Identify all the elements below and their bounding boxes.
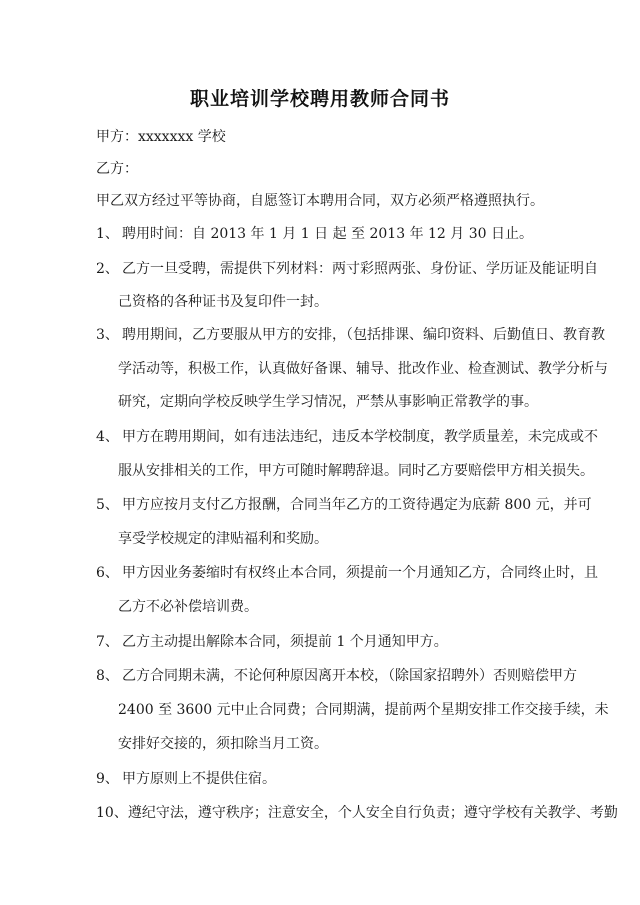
clause-5 [96, 494, 592, 514]
party-a-line: 甲方：xxxxxxx 学校 [96, 129, 226, 145]
clause-1 [96, 223, 533, 243]
clause-text: 乙方一旦受聘，需提供下列材料：两寸彩照两张、身份证、学历证及能证明自 [122, 261, 598, 277]
clause-number: 8、 [96, 668, 119, 684]
clause-10 [96, 802, 618, 822]
clause-text: 乙方合同期未满，不论何种原因离开本校，（除国家招聘外）否则赔偿甲方 [122, 668, 577, 684]
clause-number: 7、 [96, 634, 119, 650]
clause-7 [96, 631, 448, 651]
clause-8-continuation: 安排好交接的，须扣除当月工资。 [118, 736, 328, 752]
clause-number: 5、 [96, 497, 119, 513]
clause-text: 遵纪守法，遵守秩序；注意安全，个人安全自行负责；遵守学校有关教学、考勤 [127, 805, 618, 821]
clause-text: 甲方应按月支付乙方报酬，合同当年乙方的工资待遇定为底薪 800 元，并可 [122, 497, 592, 513]
clause-4 [96, 426, 598, 446]
clause-3-continuation: 研究，定期向学校反映学生学习情况，严禁从事影响正常教学的事。 [118, 394, 538, 410]
clause-6-continuation: 乙方不必补偿培训费。 [118, 599, 258, 615]
clause-3-continuation: 学活动等，积极工作，认真做好备课、辅导、批改作业、检查测试、教学分析与 [118, 361, 608, 377]
clause-number: 4、 [96, 429, 119, 445]
clause-number: 6、 [96, 565, 119, 581]
clause-text: 聘用时间：自 2013 年 1 月 1 日 起 至 2013 年 12 月 30 日止。 [122, 226, 534, 242]
clause-number: 2、 [96, 261, 119, 277]
clause-number: 9、 [96, 771, 119, 787]
clause-text: 乙方主动提出解除本合同，须提前 1 个月通知甲方。 [122, 634, 448, 650]
document-title: 职业培训学校聘用教师合同书 [189, 88, 450, 110]
clause-text: 甲方原则上不提供住宿。 [122, 771, 276, 787]
clause-text: 聘用期间，乙方要服从甲方的安排，（包括排课、编印资料、后勤值日、教育教 [122, 327, 605, 343]
clause-8 [96, 665, 577, 685]
clause-8-continuation: 2400 至 3600 元中止合同费；合同期满，提前两个星期安排工作交接手续，未 [118, 702, 609, 718]
clause-9 [96, 768, 276, 788]
clause-number: 10、 [96, 805, 128, 821]
clause-text: 甲方因业务萎缩时有权终止本合同，须提前一个月通知乙方，合同终止时，且 [122, 565, 598, 581]
clause-number: 1、 [96, 226, 119, 242]
clause-3 [96, 324, 605, 344]
clause-4-continuation: 服从安排相关的工作，甲方可随时解聘辞退。同时乙方要赔偿甲方相关损失。 [118, 463, 594, 479]
clause-2-continuation: 己资格的各种证书及复印件一封。 [118, 294, 328, 310]
clause-5-continuation: 享受学校规定的津贴福利和奖励。 [118, 531, 328, 547]
intro-paragraph: 甲乙双方经过平等协商，自愿签订本聘用合同，双方必须严格遵照执行。 [96, 193, 544, 209]
clause-6 [96, 562, 598, 582]
clause-text: 甲方在聘用期间，如有违法违纪，违反本学校制度，教学质量差，未完成或不 [122, 429, 598, 445]
clause-number: 3、 [96, 327, 119, 343]
clause-2 [96, 258, 598, 278]
party-b-line: 乙方： [96, 161, 138, 177]
